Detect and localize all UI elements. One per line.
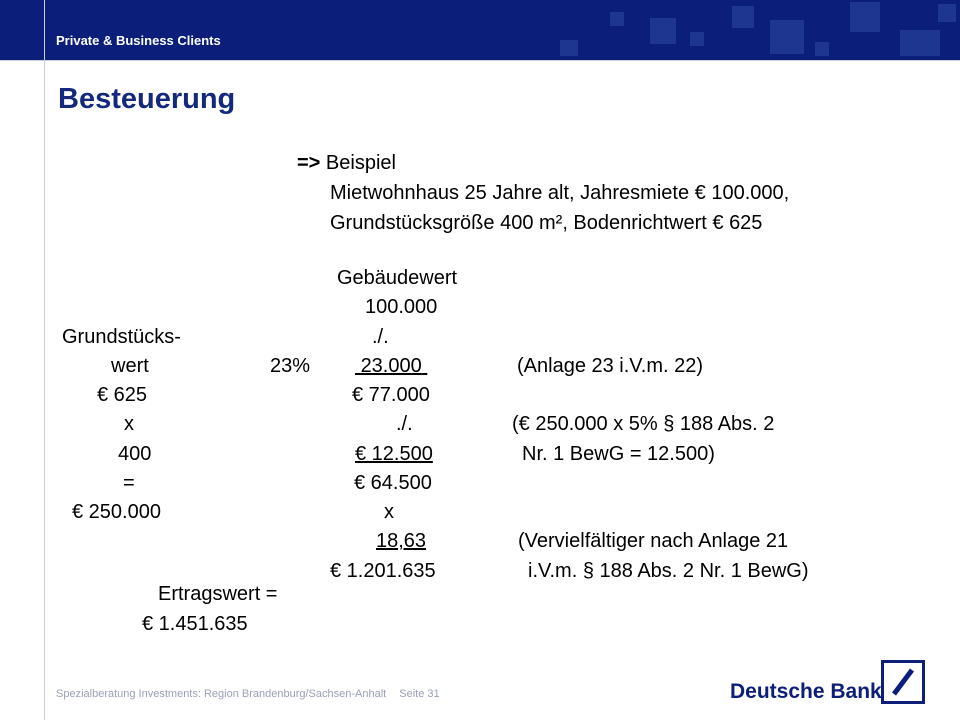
building-subtotal-1: € 77.000 bbox=[352, 384, 430, 406]
note-1: (Anlage 23 i.V.m. 22) bbox=[517, 355, 704, 377]
logo-wordmark: Deutsche Bank bbox=[730, 680, 882, 703]
note-2a: (€ 250.000 x 5% § 188 Abs. 2 bbox=[512, 413, 775, 435]
building-percentage: 23% bbox=[270, 355, 311, 377]
deutsche-bank-slash-icon bbox=[881, 660, 925, 704]
intro-line-2: Grundstücksgröße 400 m², Bodenrichtwert € 625 bbox=[330, 212, 763, 234]
building-deduction-2: € 12.500 bbox=[355, 443, 433, 465]
building-times: x bbox=[384, 501, 394, 523]
building-deduction-value: 23.000 bbox=[360, 355, 422, 377]
land-operator-equals: = bbox=[123, 472, 135, 494]
divider-vertical bbox=[44, 0, 45, 720]
building-deduction bbox=[355, 354, 427, 378]
land-label-2: wert bbox=[111, 355, 149, 377]
land-value-area: 400 bbox=[118, 443, 152, 465]
land-result: € 250.000 bbox=[72, 501, 161, 523]
intro-heading-text: Beispiel bbox=[325, 152, 396, 174]
footer-text: Spezialberatung Investments: Region Brandenburg/Sachsen-Anhalt bbox=[56, 688, 387, 700]
division-label: Private & Business Clients bbox=[56, 33, 221, 48]
building-result: € 1.201.635 bbox=[330, 560, 436, 582]
note-2b: Nr. 1 BewG = 12.500) bbox=[522, 443, 715, 465]
footer bbox=[56, 688, 450, 700]
building-header: Gebäudewert bbox=[337, 267, 458, 289]
income-value: € 1.451.635 bbox=[142, 613, 248, 635]
page-number: Seite 31 bbox=[399, 688, 440, 700]
building-factor: 18,63 bbox=[376, 530, 427, 552]
intro-heading bbox=[297, 151, 396, 175]
page-title: Besteuerung bbox=[58, 83, 236, 115]
income-value-label: Ertragswert = bbox=[158, 583, 278, 605]
building-minus-2: ./. bbox=[396, 413, 413, 435]
arrow-marker: => bbox=[297, 152, 321, 174]
building-minus-1: ./. bbox=[372, 326, 389, 348]
intro-line-1: Mietwohnhaus 25 Jahre alt, Jahresmiete € 100.000, bbox=[330, 182, 790, 204]
land-operator-times: x bbox=[124, 413, 134, 435]
divider-horizontal bbox=[0, 60, 960, 61]
land-label-1: Grundstücks- bbox=[62, 326, 181, 348]
header-bar bbox=[0, 0, 960, 60]
slash-icon bbox=[884, 663, 922, 701]
building-rent: 100.000 bbox=[365, 296, 438, 318]
building-subtotal-2: € 64.500 bbox=[354, 472, 432, 494]
note-3b: i.V.m. § 188 Abs. 2 Nr. 1 BewG) bbox=[528, 560, 809, 582]
note-3a: (Vervielfältiger nach Anlage 21 bbox=[518, 530, 789, 552]
land-value-price: € 625 bbox=[97, 384, 148, 406]
